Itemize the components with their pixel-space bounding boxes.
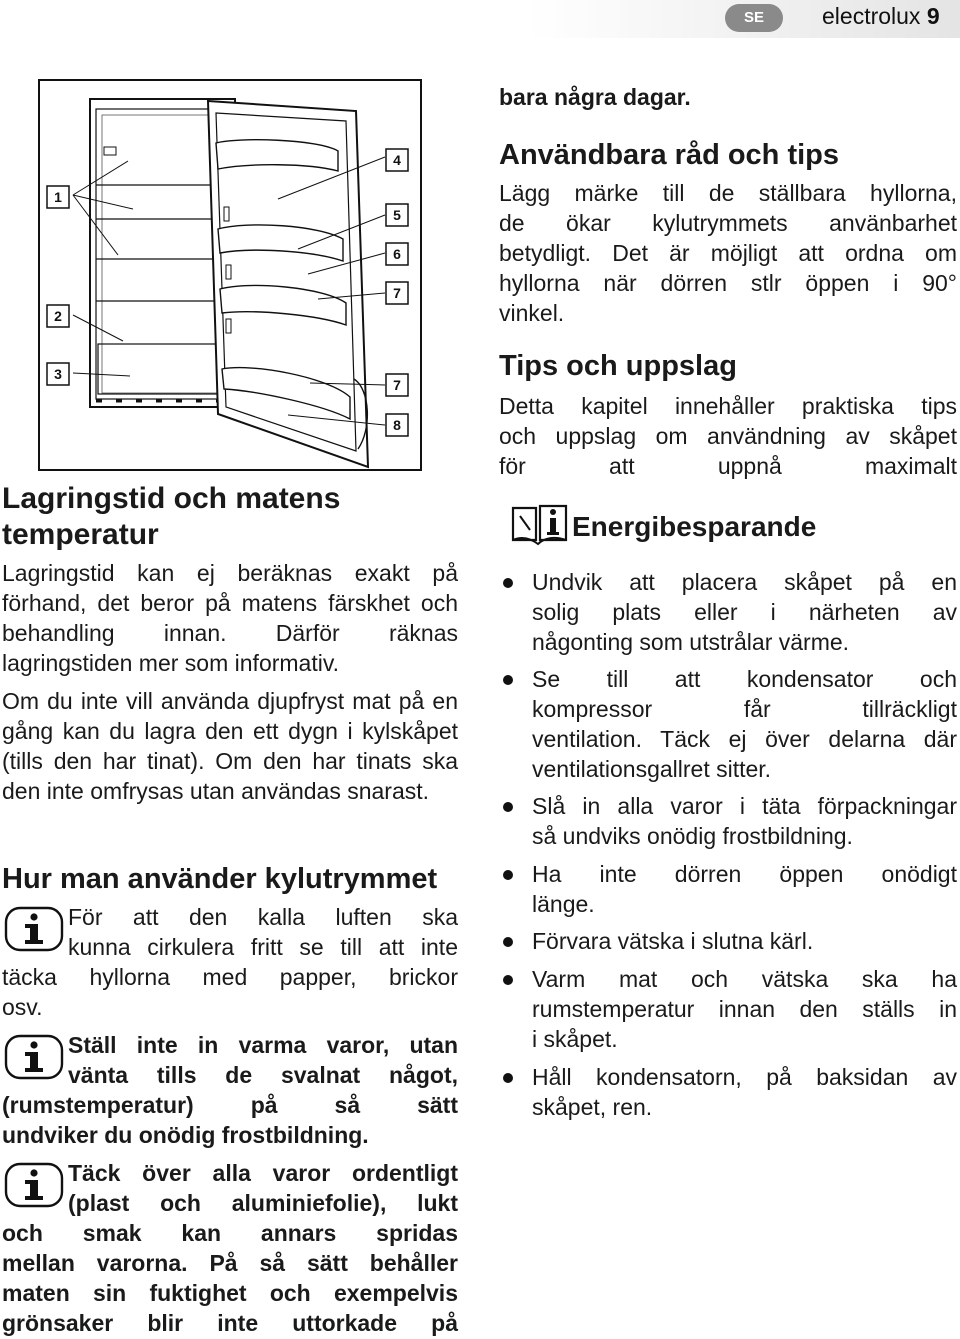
lookup-heading: Tips och uppslag [499, 350, 737, 382]
bullet-icon [503, 802, 513, 812]
page-header [0, 0, 960, 38]
info-note-1-line-1: För att den kalla luften ska [68, 904, 458, 930]
bullet-2-line-3: ventilation. Täck ej över delarna där [532, 726, 957, 752]
callout-label-6: 6 [393, 246, 401, 262]
tips-heading: Användbara råd och tips [499, 139, 840, 171]
tips-line-5: vinkel. [499, 300, 565, 326]
lookup-line-3: för att uppnå maximalt [499, 453, 957, 479]
tips-line-4: hyllorna när dörren stlr öppen i 90° [499, 270, 957, 296]
tips-line-3: betydligt. Det är möjligt att ordna om [499, 240, 957, 266]
storage-paragraph-1: Lagringstid kan ej beräknas exakt på förhand, det beror på matens färskhet och behandling innan. Därför räknas lagringstiden mer som informativ. [2, 560, 458, 676]
tips-paragraph [499, 178, 957, 328]
list-item [499, 859, 957, 919]
bullet-icon [503, 578, 513, 588]
lookup-line-1: Detta kapitel innehåller praktiska tips [499, 393, 957, 419]
energy-heading: Energibesparande [572, 511, 817, 542]
callout-label-1: 1 [54, 189, 62, 205]
info-note-1-line-2: kunna cirkulera fritt se till att inte [68, 934, 458, 960]
info-note-3 [2, 1158, 458, 1338]
bullet-icon [503, 1073, 513, 1083]
continuation-text: bara några dagar. [499, 84, 691, 110]
bullet-icon [503, 975, 513, 985]
info-note-2-line-3: (rumstemperatur) på så sätt [2, 1092, 458, 1118]
bullet-3-line-2: så undviks onödig frostbildning. [532, 823, 853, 849]
callout-label-3: 3 [54, 366, 62, 382]
info-note-3-line-5: maten sin fuktighet och exempelvis [2, 1280, 458, 1306]
info-note-3-line-4: mellan varorna. På så sätt behåller [2, 1250, 458, 1276]
bullet-7-line-1: Håll kondensatorn, på baksidan av [532, 1064, 957, 1090]
lookup-paragraph [499, 391, 957, 481]
storage-heading-line-1: Lagringstid och matens [2, 482, 341, 515]
energy-tips-list [499, 567, 957, 1122]
list-item [499, 567, 957, 657]
bullet-2-line-2: kompressor får tillräckligt [532, 696, 957, 722]
callout-label-7a: 7 [393, 285, 401, 301]
book-info-icon [510, 500, 570, 546]
page-number: 9 [926, 3, 940, 29]
storage-heading [2, 481, 458, 553]
bullet-3-line-1: Slå in alla varor i täta förpackningar [532, 793, 957, 819]
bullet-1-line-3: någonting som utstrålar värme. [532, 629, 850, 655]
callout-label-8: 8 [393, 417, 401, 433]
info-note-3-line-6: grönsaker blir inte uttorkade på [2, 1310, 458, 1336]
list-item [499, 926, 957, 956]
fridge-usage-heading: Hur man använder kylutrymmet [2, 863, 438, 895]
brand-name: electrolux [822, 3, 921, 29]
bullet-2-line-1: Se till att kondensator och [532, 666, 957, 692]
bullet-icon [503, 870, 513, 880]
callout-label-4: 4 [393, 152, 401, 168]
info-note-3-line-3: och smak kan annars spridas [2, 1220, 458, 1246]
bullet-2-line-4: ventilationsgallret sitter. [532, 756, 772, 782]
callout-label-2: 2 [54, 308, 62, 324]
list-item [499, 964, 957, 1054]
info-note-3-line-1: Täck över alla varor ordentligt [68, 1160, 458, 1186]
storage-heading-line-2: temperatur [2, 518, 159, 551]
bullet-6-line-2: rumstemperatur innan den ställs in [532, 996, 957, 1022]
language-badge: SE [725, 4, 783, 32]
info-note-2 [2, 1030, 458, 1150]
info-note-2-line-2: vänta tills de svalnat något, [68, 1062, 458, 1088]
fridge-illustration [38, 79, 422, 471]
bullet-icon [503, 937, 513, 947]
list-item [499, 664, 957, 784]
callout-label-5: 5 [393, 207, 401, 223]
bullet-1-line-1: Undvik att placera skåpet på en [532, 569, 957, 595]
callout-label-7b: 7 [393, 377, 401, 393]
info-note-2-line-1: Ställ inte in varma varor, utan [68, 1032, 458, 1058]
info-note-1-line-4: osv. [2, 994, 43, 1020]
list-item [499, 791, 957, 851]
bullet-icon [503, 675, 513, 685]
tips-line-1: Lägg märke till de ställbara hyllorna, [499, 180, 957, 206]
bullet-1-line-2: solig plats eller i närheten av [532, 599, 957, 625]
info-note-3-line-2: (plast och aluminiefolie), lukt [68, 1190, 458, 1216]
tips-line-2: de ökar kylutrymmets använbarhet [499, 210, 957, 236]
bullet-4-line-1: Ha inte dörren öppen onödigt [532, 861, 957, 887]
brand-page-number [822, 3, 940, 30]
storage-paragraph-2: Om du inte vill använda djupfryst mat på en gång kan du lagra den ett dygn i kylskåpet (tills den har tinat). Om den har tinats ska den inte omfrysas utan användas snarast. [2, 688, 458, 804]
info-note-2-line-4: undviker du onödig frostbildning. [2, 1122, 369, 1148]
bullet-7-line-2: skåpet, ren. [532, 1094, 653, 1120]
bullet-5-line-1: Förvara vätska i slutna kärl. [532, 928, 814, 954]
info-note-1 [2, 902, 458, 1022]
bullet-4-line-2: länge. [532, 891, 595, 917]
bullet-6-line-1: Varm mat och vätska ska ha [532, 966, 957, 992]
info-note-1-line-3: täcka hyllorna med papper, brickor [2, 964, 458, 990]
list-item [499, 1062, 957, 1122]
lookup-line-2: och uppslag om användning av skåpet [499, 423, 957, 449]
bullet-6-line-3: i skåpet. [532, 1026, 618, 1052]
